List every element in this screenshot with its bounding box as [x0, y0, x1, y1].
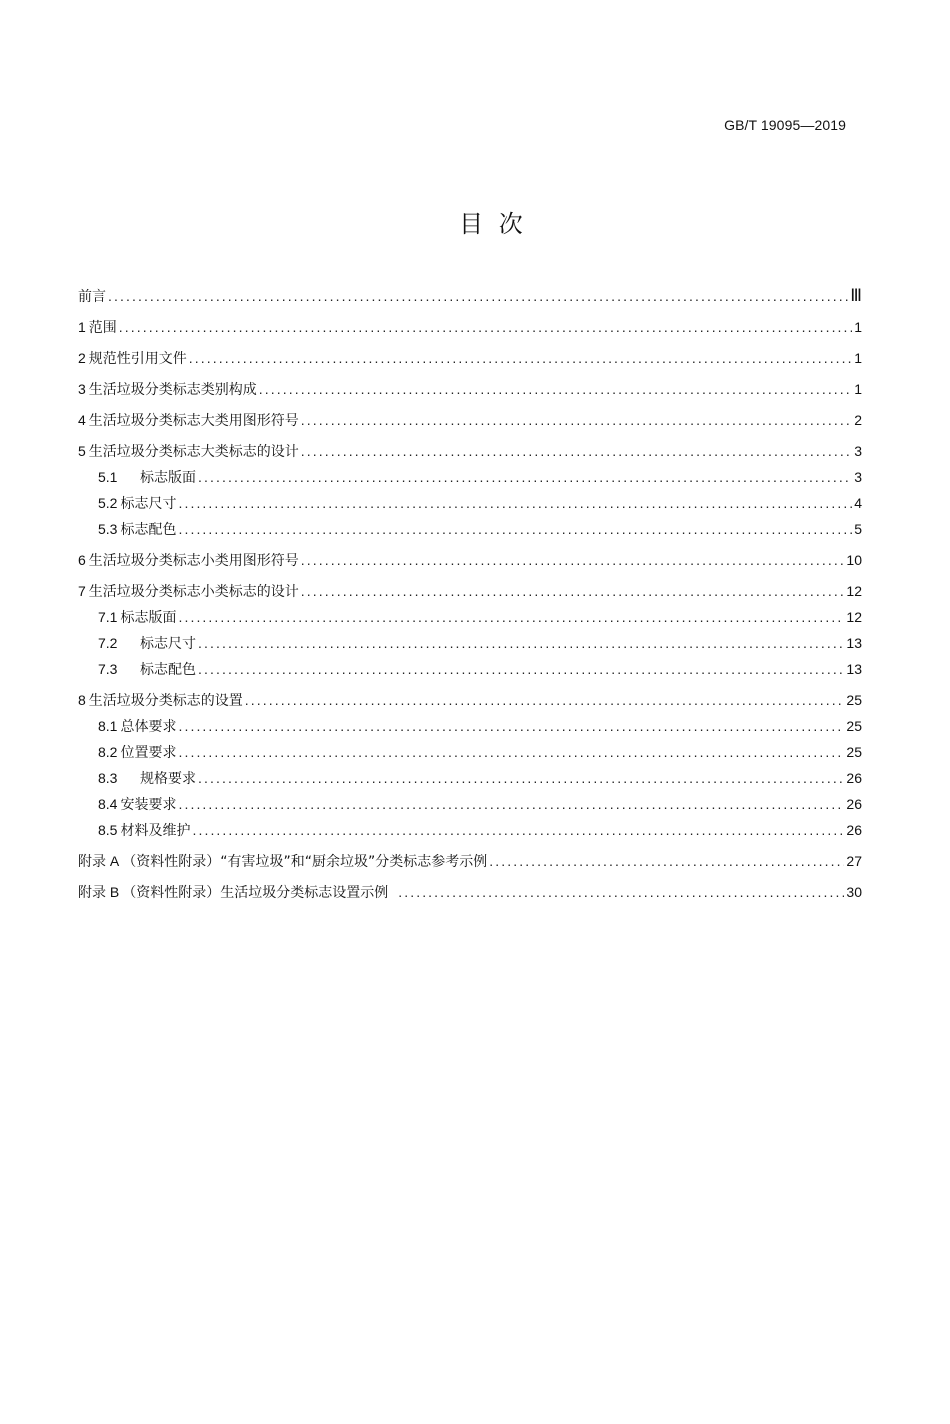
toc-entry-number: 7	[78, 583, 86, 599]
toc-dot-leader	[198, 633, 844, 653]
toc-page-number: 1	[854, 319, 862, 335]
toc-entry-foreword[interactable]	[78, 286, 862, 312]
toc-dot-leader	[301, 441, 852, 461]
toc-entry-label: 材料及维护	[120, 823, 191, 839]
toc-dot-leader	[301, 410, 852, 430]
toc-entry-label: 标志配色	[140, 662, 196, 678]
toc-page-number: 27	[846, 853, 862, 869]
toc-dot-leader	[178, 742, 844, 762]
toc-entry-label: 生活垃圾分类标志小类用图形符号	[88, 553, 299, 569]
toc-entry-4[interactable]	[78, 410, 862, 436]
toc-entry-8-5[interactable]	[78, 820, 862, 846]
toc-page-number: 4	[854, 495, 862, 511]
toc-entry-number: 1	[78, 319, 86, 335]
page-title: 目 次	[459, 210, 527, 238]
toc-entry-label: 总体要求	[120, 719, 177, 735]
toc-entry-number: 5.2	[98, 495, 118, 511]
toc-entry-label: 范围	[88, 320, 117, 336]
toc-page-number: 30	[846, 884, 862, 900]
toc-entry-label: 规格要求	[140, 771, 196, 787]
toc-page-number: 12	[846, 609, 862, 625]
toc-entry-number: 附录 B	[78, 884, 120, 900]
toc-dot-leader	[178, 519, 852, 539]
toc-entry-label: 规范性引用文件	[88, 351, 187, 367]
toc-page-number: 1	[854, 381, 862, 397]
toc-entry-8-4[interactable]	[78, 794, 862, 820]
toc-dot-leader	[489, 851, 844, 871]
toc-entry-8-2[interactable]	[78, 742, 862, 768]
toc-page-number: 25	[846, 692, 862, 708]
toc-entry-label: 标志版面	[120, 610, 177, 626]
toc-entry-number: 8	[78, 692, 86, 708]
toc-entry-number: 8.3	[98, 770, 118, 786]
toc-entry-label: 生活垃圾分类标志的设置	[88, 693, 243, 709]
toc-page-number: 12	[846, 583, 862, 599]
toc-page-number: 1	[854, 350, 862, 366]
toc-entry-number: 8.2	[98, 744, 118, 760]
toc-entry-number: 4	[78, 412, 86, 428]
toc-entry-label: （资料性附录）生活垃圾分类标志设置示例	[122, 885, 389, 901]
toc-entry-label: 生活垃圾分类标志小类标志的设计	[88, 584, 299, 600]
toc-entry-8[interactable]	[78, 690, 862, 716]
toc-page-number: 5	[854, 521, 862, 537]
toc-dot-leader	[178, 607, 844, 627]
toc-entry-label: 生活垃圾分类标志类别构成	[88, 382, 257, 398]
toc-entry-label: 生活垃圾分类标志大类用图形符号	[88, 413, 299, 429]
toc-entry-7-3[interactable]	[78, 659, 862, 685]
standard-code: GB/T 19095—2019	[724, 117, 846, 133]
toc-entry-number: 2	[78, 350, 86, 366]
toc-page-number: 26	[846, 770, 862, 786]
toc-entry-label: 标志尺寸	[120, 496, 177, 512]
toc-dot-leader	[398, 882, 844, 902]
toc-entry-appendix-b[interactable]	[78, 882, 862, 908]
toc-page-number: 26	[846, 796, 862, 812]
toc-entry-7-1[interactable]	[78, 607, 862, 633]
toc-entry-1[interactable]	[78, 317, 862, 343]
toc-dot-leader	[301, 550, 845, 570]
table-of-contents	[78, 286, 862, 908]
toc-dot-leader	[119, 317, 852, 337]
toc-entry-number: 3	[78, 381, 86, 397]
toc-entry-7-2[interactable]	[78, 633, 862, 659]
toc-entry-number: 附录 A	[78, 853, 120, 869]
toc-entry-number: 7.2	[98, 635, 118, 651]
toc-dot-leader	[301, 581, 845, 601]
toc-entry-7[interactable]	[78, 581, 862, 607]
toc-entry-8-1[interactable]	[78, 716, 862, 742]
toc-entry-appendix-a[interactable]	[78, 851, 862, 877]
toc-entry-3[interactable]	[78, 379, 862, 405]
toc-page-number: 10	[846, 552, 862, 568]
toc-page-number: 3	[854, 469, 862, 485]
toc-entry-label: 生活垃圾分类标志大类标志的设计	[88, 444, 299, 460]
toc-entry-number: 8.5	[98, 822, 118, 838]
toc-entry-label: 标志版面	[140, 470, 196, 486]
toc-dot-leader	[198, 768, 844, 788]
toc-entry-number: 5.1	[98, 469, 118, 485]
toc-entry-number: 7.3	[98, 661, 118, 677]
toc-entry-number: 5	[78, 443, 86, 459]
toc-entry-label: 前言	[78, 289, 106, 305]
toc-entry-label: 标志尺寸	[140, 636, 196, 652]
toc-dot-leader	[178, 493, 852, 513]
toc-entry-2[interactable]	[78, 348, 862, 374]
toc-entry-number: 8.1	[98, 718, 118, 734]
toc-page-number: 13	[846, 635, 862, 651]
toc-page-number: 3	[854, 443, 862, 459]
toc-entry-5[interactable]	[78, 441, 862, 467]
toc-dot-leader	[192, 820, 844, 840]
toc-page-number: 13	[846, 661, 862, 677]
toc-entry-5-2[interactable]	[78, 493, 862, 519]
toc-page-number: 26	[846, 822, 862, 838]
toc-entry-number: 5.3	[98, 521, 118, 537]
toc-page-number: 25	[846, 718, 862, 734]
toc-entry-5-1[interactable]	[78, 467, 862, 493]
toc-dot-leader	[198, 467, 852, 487]
toc-dot-leader	[178, 794, 844, 814]
toc-dot-leader	[178, 716, 844, 736]
toc-entry-number: 6	[78, 552, 86, 568]
toc-dot-leader	[259, 379, 852, 399]
toc-dot-leader	[189, 348, 852, 368]
toc-entry-label: 位置要求	[120, 745, 177, 761]
toc-entry-label: （资料性附录）“有害垃圾”和“厨余垃圾”分类标志参考示例	[122, 854, 488, 870]
toc-page-number: Ⅲ	[850, 286, 862, 305]
toc-dot-leader	[245, 690, 845, 710]
toc-entry-6[interactable]	[78, 550, 862, 576]
toc-entry-number: 8.4	[98, 796, 118, 812]
toc-entry-label: 安装要求	[120, 797, 177, 813]
toc-dot-leader	[198, 659, 844, 679]
toc-dot-leader	[108, 286, 848, 306]
toc-entry-8-3[interactable]	[78, 768, 862, 794]
toc-page-number: 2	[854, 412, 862, 428]
toc-page-number: 25	[846, 744, 862, 760]
toc-entry-number: 7.1	[98, 609, 118, 625]
toc-entry-5-3[interactable]	[78, 519, 862, 545]
toc-entry-label: 标志配色	[120, 522, 177, 538]
